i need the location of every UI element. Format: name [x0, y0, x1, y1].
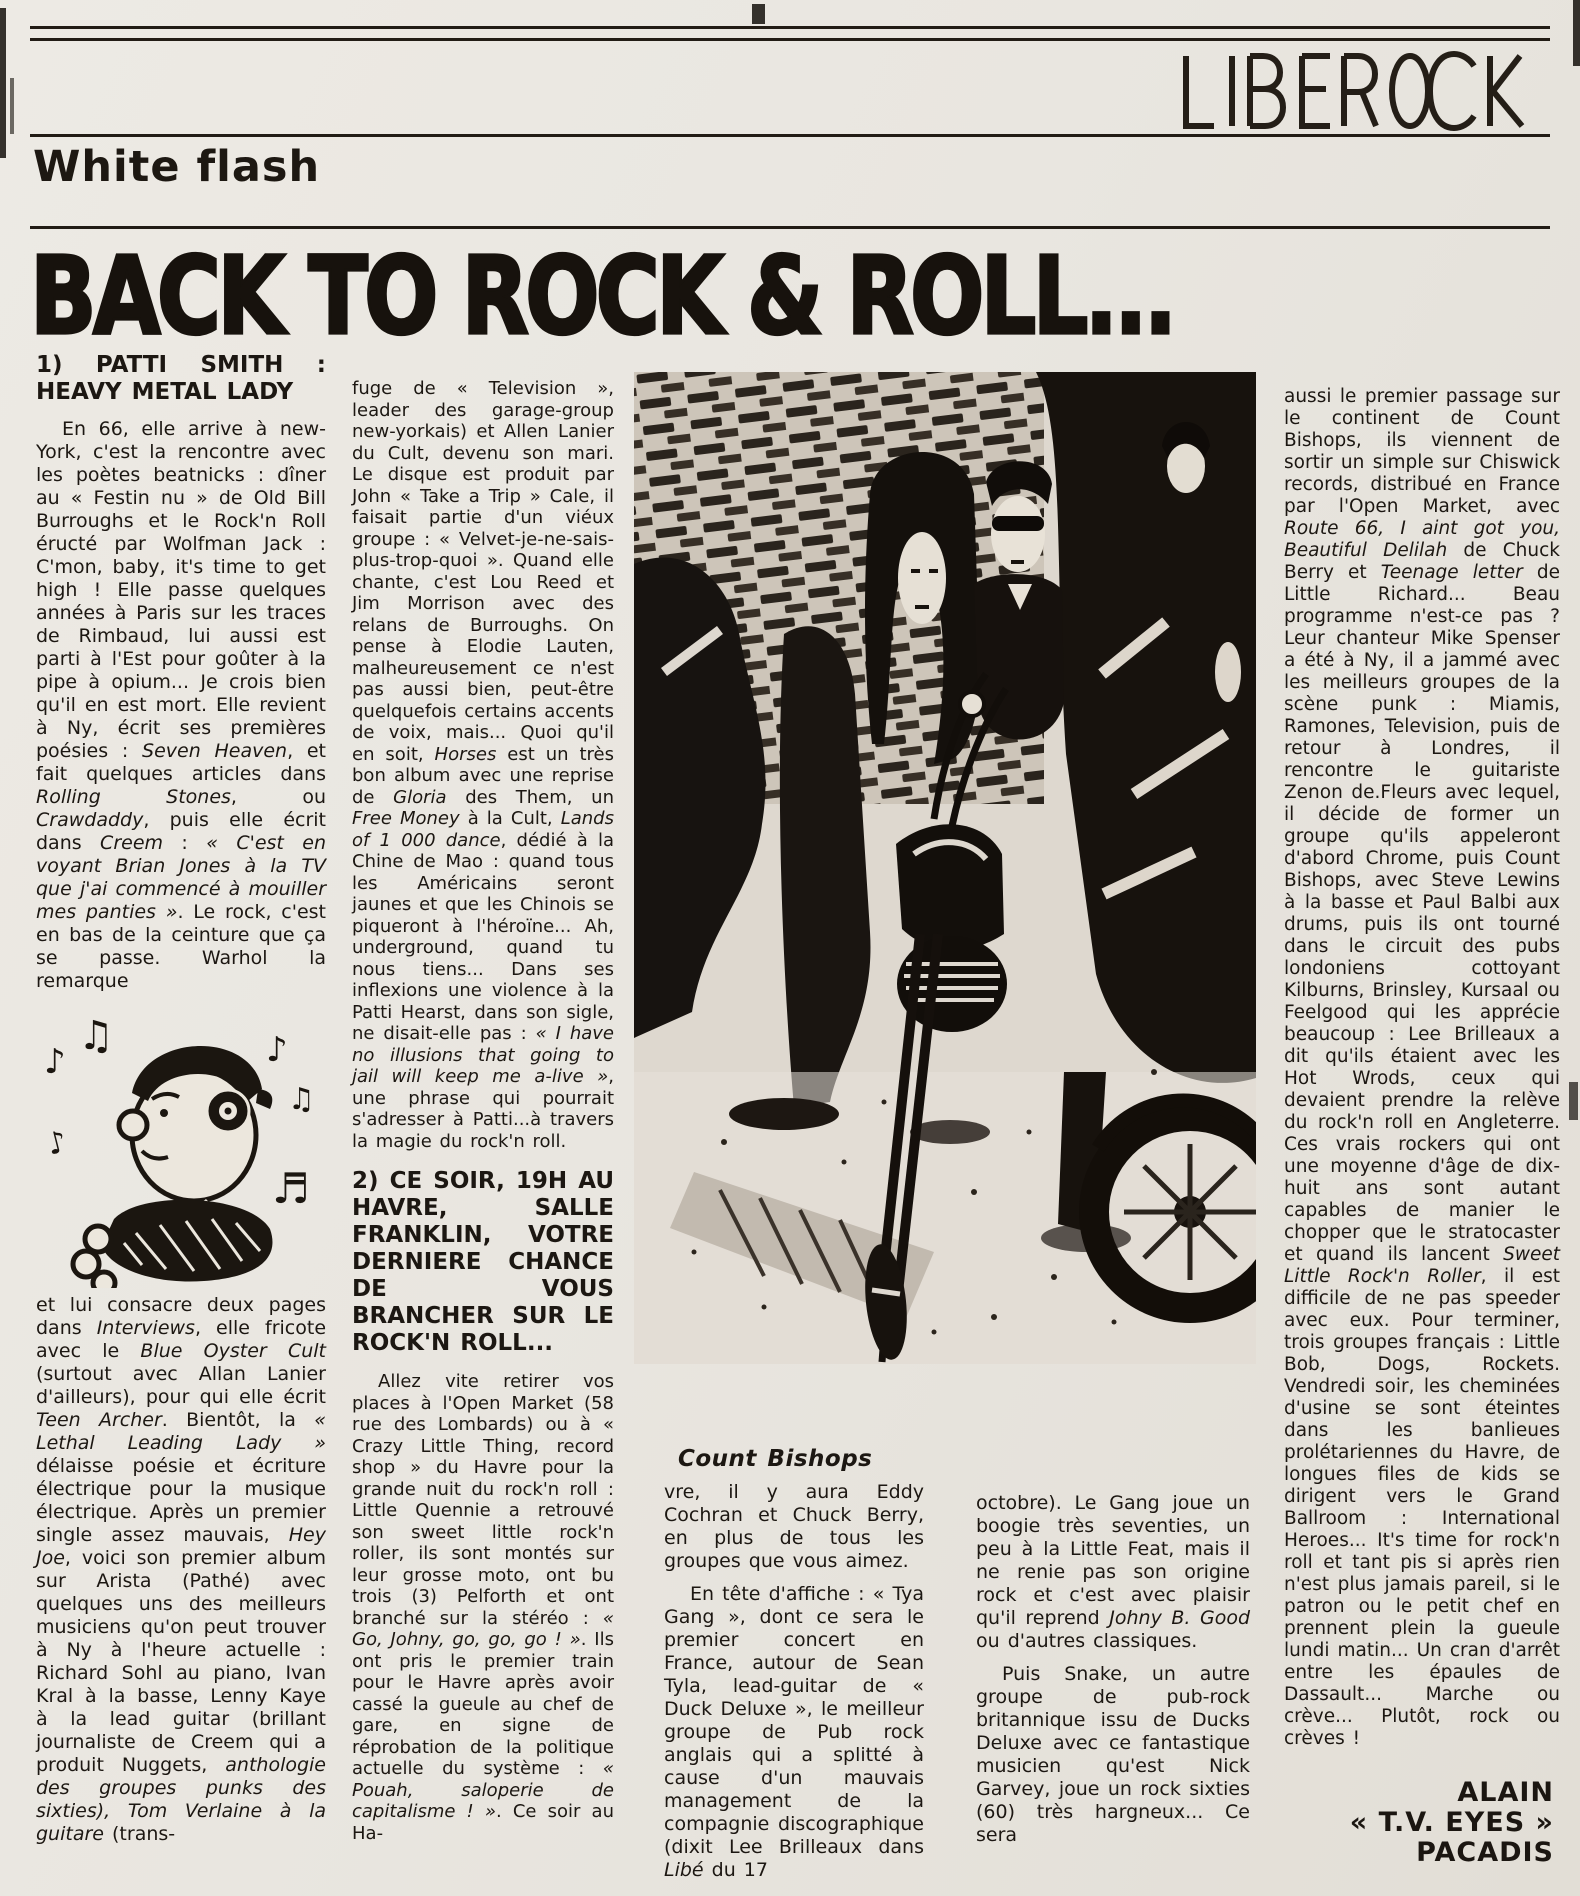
paragraph: En 66, elle arrive à new-York, c'est la rencontre avec les poètes beatnicks : dîner au « Festin nu » de Old Bill Burroughs et le Rock'n Roll éructé par Wolfman Jack : C'mon, baby, it's time to get high ! Elle passe quelques années à Paris sur les traces de Rimbaud, lui aussi est parti à l'Est pour goûter à la pipe à opium... Je crois bien qu'il en est mort. Elle revient à Ny, écrit ses premières poésies : Seven Heaven, et fait quelques articles dans Rolling Stones, ou Crawdaddy, puis elle écrit dans Creem : « C'est en voyant Brian Jones à la TV que j'ai commencé à mouiller mes panties ». Le rock, c'est en bas de la ceinture que ça se passe. Warhol la remarque: [36, 418, 326, 992]
byline-surname: PACADIS: [1416, 1837, 1554, 1868]
paragraph: Puis Snake, un autre groupe de pub-rock britannique issu de Ducks Deluxe avec ce fantastique musicien qu'est Nick Garvey, joue un rock sixties (60) très hargneux... Ce sera: [976, 1663, 1250, 1846]
music-note-icon: ♫: [78, 1013, 114, 1059]
section1-heading-line1: 1) PATTI SMITH :: [36, 352, 326, 378]
paragraph: fuge de « Television », leader des garage-group new-yorkais) et Allen Lanier du Cult, devenu son mari. Le disque est produit par John « Take a Trip » Cale, il faisait partie d'un viéux groupe : « Velvet-je-ne-sais-plus-trop-quoi ». Quand elle chante, c'est Lou Reed et Jim Morrison avec des relans de Burroughs. On pense à Elodie Lauten, malheureusement ce n'est pas aussi bien, peut-être quelquefois certains accents de voix, mais... Quoi qu'il en soit, Horses est un très bon album avec une reprise de Gloria des Them, un Free Money à la Cult, Lands of 1 000 dance, dédié à la Chine de Mao : quand tous les Américains seront jaunes et que les Chinois se piqueront à l'héroïne... Ah, underground, quand tu nous tiens... Dans ses inflexions une violence à la Patti Hearst, dans son sigle, ne disait-elle pas : « I have no illusions that going to jail will keep me a-live », une phrase qui pourrait s'adresser à Patti...à travers la magie du rock'n roll.: [352, 378, 614, 1152]
masthead-rule-top-2: [30, 38, 1550, 41]
music-note-icon: ♫: [288, 1082, 315, 1117]
paragraph: En tête d'affiche : « Tya Gang », dont ce sera le premier concert en France, autour de Sean Tyla, lead-guitar de « Duck Deluxe », le meilleur groupe de Pub rock anglais qui a splitté à cause d'un mauvais management de la compagnie discographique (dixit Lee Brilleaux dans Libé du 17: [664, 1583, 924, 1881]
cartoon-illustration: [36, 1003, 326, 1288]
cartoon-head: [119, 1046, 272, 1201]
kicker-rule: [30, 226, 1550, 229]
paragraph: Allez vite retirer vos places à l'Open Market (58 rue des Lombards) ou à « Crazy Little Thing, record shop » du Havre pour la grande nuit du rock'n roll : Little Quennie a retrouvé son sweet little rock'n roller, ils sont montés sur leur grosse moto, ont bu trois (3) Pelforth et ont branché sur la stéréo : « Go, Johny, go, go, go ! ». Ils ont pris le premier train pour le Havre après avoir cassé la gueule au chef de gare, en signe de réprobation de la politique actuelle du système : « Pouah, saloperie de capitalisme ! ». Ce soir au Ha-: [352, 1371, 614, 1844]
byline-name: ALAIN: [1457, 1777, 1554, 1808]
kicker-white-flash: White flash: [33, 142, 321, 192]
music-note-icon: ♬: [272, 1164, 310, 1213]
section1-heading: [36, 352, 326, 406]
section1-heading-line2: HEAVY METAL LADY: [36, 379, 294, 405]
scan-artifact: [10, 78, 14, 134]
byline: [1350, 1778, 1554, 1868]
column-3: [664, 1448, 924, 1892]
paragraph: aussi le premier passage sur le continent de Count Bishops, ils viennent de sortir un simple sur Chiswick records, distribué en France par l'Open Market, avec Route 66, I aint got you, Beautiful Delilah de Chuck Berry et Teenage letter de Little Richard... Beau programme n'est-ce pas ? Leur chanteur Mike Spenser a été à Ny, il a jammé avec les meilleurs groupes de la scène punk : Miamis, Ramones, Television, puis de retour à Londres, il rencontre le guitariste Zenon de.Fleurs avec lequel, il décide de former un groupe qu'ils appeleront d'abord Chrome, puis Count Bishops, avec Steve Lewins à la basse et Paul Balbi aux drums, puis ils ont tourné dans le circuit des pubs londoniens cottoyant Kilburns, Brinsley, Kursaal ou Feelgood qui les apprécie beaucoup : Lee Brilleaux a dit qu'ils étaient avec les Hot Wrods, ceux qui devaient prendre la relève du rock'n roll en Angleterre. Ces vrais rockers qui ont une moyenne d'âge de dix-huit ans sont autant capables de manier le chopper que le stratocaster et quand ils lancent Sweet Little Rock'n Roller, il est difficile de ne pas speeder avec eux. Pour terminer, trois groupes français : Little Bob, Dogs, Rockets. Vendredi soir, les cheminées d'usine se sont éteintes dans les banlieues prolétariennes du Havre, de longues files de kids se dirigent vers le Grand Ballroom : International Heroes... It's time for rock'n roll et tant pis si après rien n'est plus jamais pareil, si le patron ou le petit chef en prennent plein la gueule lundi matin... Un cran d'arrêt entre les épaules de Dassault... Marche ou crève... Plutôt, rock ou crèves !: [1284, 386, 1560, 1749]
paragraph: et lui consacre deux pages dans Interviews, elle fricote avec le Blue Oyster Cult (surtout avec Allan Lanier d'ailleurs), pour qui elle écrit Teen Archer. Bientôt, la « Lethal Leading Lady » délaisse poésie et écriture électrique pour la musique électrique. Après un premier single assez mauvais, Hey Joe, voici son premier album sur Arista (Pathé) avec quelques uns des meilleurs musiciens qu'on peut trouver à Ny à l'heure actuelle : Richard Sohl au piano, Ivan Kral à la basse, Lenny Kaye à la lead guitar (brillant journaliste de Creem qui a produit Nuggets, anthologie des groupes punks des sixties), Tom Verlaine à la guitare (trans-: [36, 1294, 327, 1845]
paragraph: octobre). Le Gang joue un boogie très seventies, un peu à la Little Feat, mais il ne renie pas son origine rock et c'est avec plaisir qu'il reprend Johny B. Good ou d'autres classiques.: [976, 1492, 1250, 1652]
section2-heading: 2) CE SOIR, 19H AU HAVRE, SALLE FRANKLIN, VOTRE DERNIERE CHANCE DE VOUS BRANCHER SUR LE ROCK'N ROLL...: [352, 1168, 614, 1356]
main-headline: BACK TO ROCK & ROLL...: [30, 234, 1174, 359]
photo-caption: Count Bishops: [678, 1446, 873, 1472]
scan-artifact: [0, 8, 6, 158]
column-5: [1284, 386, 1560, 1760]
scan-artifact: [1573, 0, 1580, 66]
music-note-icon: ♪: [43, 1124, 71, 1163]
column-2: [352, 378, 614, 1854]
column-1: [36, 352, 326, 1856]
liberock-logo: [1178, 50, 1550, 132]
scan-artifact: [752, 4, 765, 24]
band-photo: [634, 372, 1256, 1364]
scan-artifact: [1569, 1082, 1578, 1120]
music-note-icon: ♪: [44, 1042, 66, 1082]
column-4: [976, 1492, 1250, 1857]
cartoon-jacket: [73, 1199, 272, 1288]
masthead-rule-bottom: [30, 134, 1550, 137]
byline-alias: « T.V. EYES »: [1349, 1807, 1554, 1838]
masthead-rule-top-1: [30, 26, 1550, 29]
paragraph: vre, il y aura Eddy Cochran et Chuck Berry, en plus de tous les groupes que vous aimez.: [664, 1481, 924, 1572]
music-note-icon: ♪: [266, 1030, 288, 1070]
